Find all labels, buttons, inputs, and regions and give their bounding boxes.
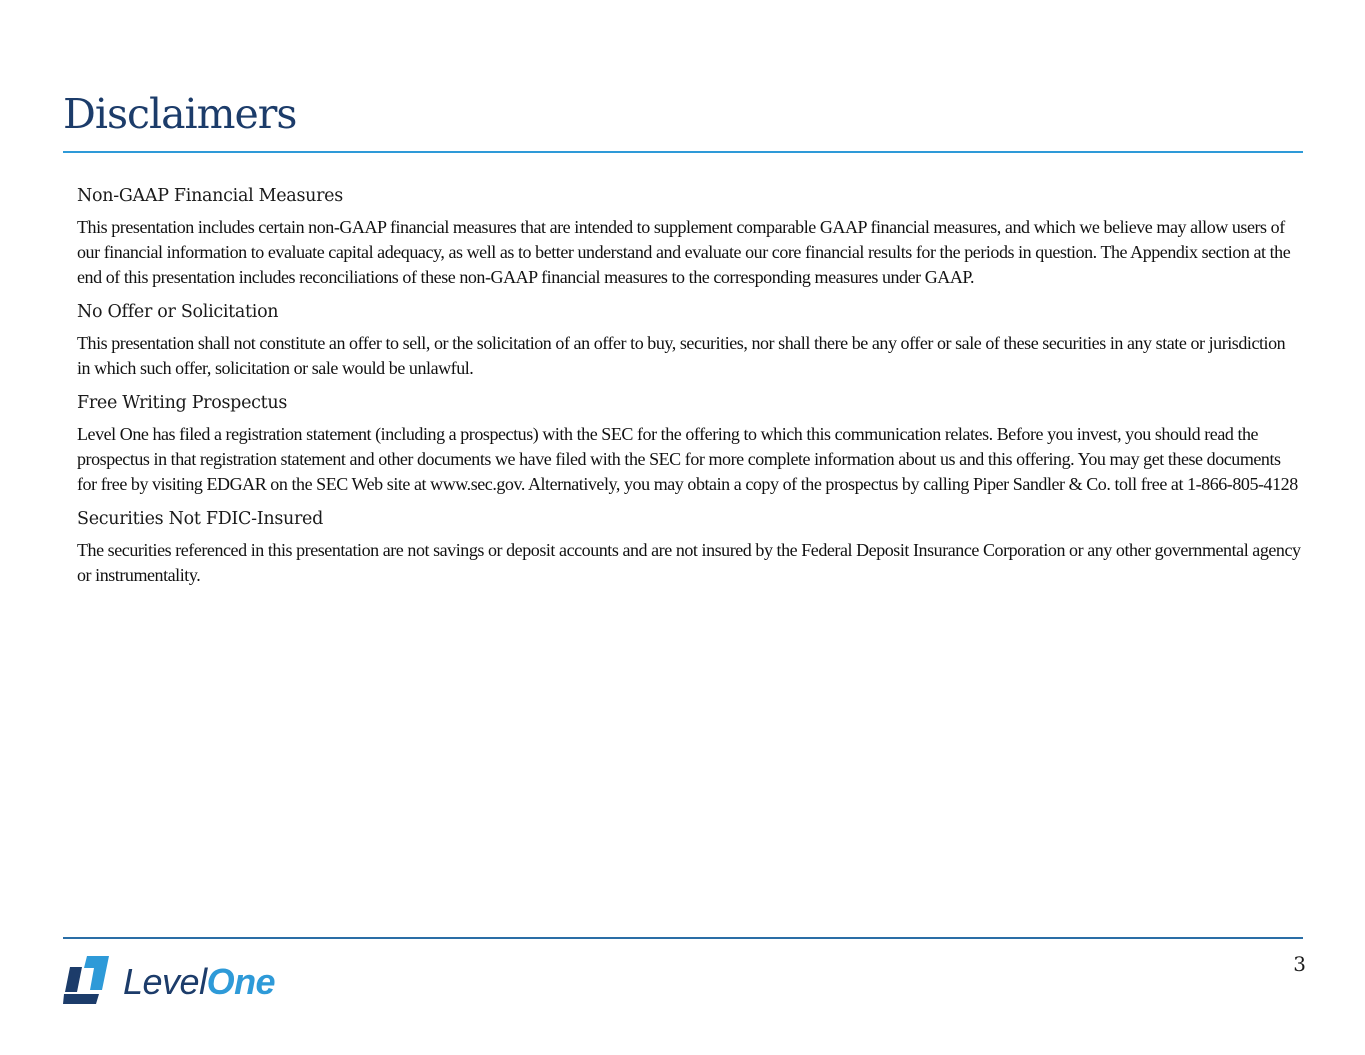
section-non-gaap (77, 182, 1302, 290)
section-body: This presentation shall not constitute an offer to sell, or the solicitation of an offer to buy, securities, nor shall there be any offer or sale of these securities in any state or jurisdiction in which such offer, solicitation or sale would be unlawful. (77, 333, 1286, 378)
section-heading: Free Writing Prospectus (77, 393, 288, 413)
title-divider (63, 151, 1303, 153)
section-heading: No Offer or Solicitation (77, 302, 279, 322)
section-heading: Non-GAAP Financial Measures (77, 186, 343, 206)
logo-wordmark (123, 951, 275, 1007)
section-body: This presentation includes certain non-GAAP financial measures that are intended to supplement comparable GAAP financial measures, and which we believe may allow users of our financial information to evaluate capital adequacy, as well as to better understand and evaluate our core financial results for the periods in question. The Appendix section at the end of this presentation includes reconciliations of these non-GAAP financial measures to the corresponding measures under GAAP. (77, 217, 1291, 287)
page-title: Disclaimers (63, 90, 297, 138)
logo-word-one: One (206, 961, 276, 1002)
disclaimer-content (77, 182, 1302, 596)
section-body: The securities referenced in this presentation are not savings or deposit accounts and are not insured by the Federal Deposit Insurance Corporation or any other governmental agency or instrumentality. (77, 540, 1301, 585)
section-body: Level One has filed a registration statement (including a prospectus) with the SEC for the offering to which this communication relates. Before you invest, you should read the prospectus in that registration statement and other documents we have filed with the SEC for more complete information about us and this offering. You may get these documents for free by visiting EDGAR on the SEC Web site at www.sec.gov. Alternatively, you may obtain a copy of the prospectus by calling Piper Sandler & Co. toll free at 1-866-805-4128 (77, 424, 1298, 494)
footer-divider (63, 937, 1303, 939)
level-one-logo (63, 954, 275, 1004)
section-free-writing-prospectus (77, 389, 1302, 497)
section-not-fdic-insured (77, 505, 1302, 588)
logo-word-level: Level (123, 961, 207, 1002)
section-heading: Securities Not FDIC-Insured (77, 509, 324, 529)
page-number: 3 (1293, 952, 1306, 976)
level-one-logo-mark-icon (63, 954, 109, 1004)
section-no-offer (77, 298, 1302, 381)
